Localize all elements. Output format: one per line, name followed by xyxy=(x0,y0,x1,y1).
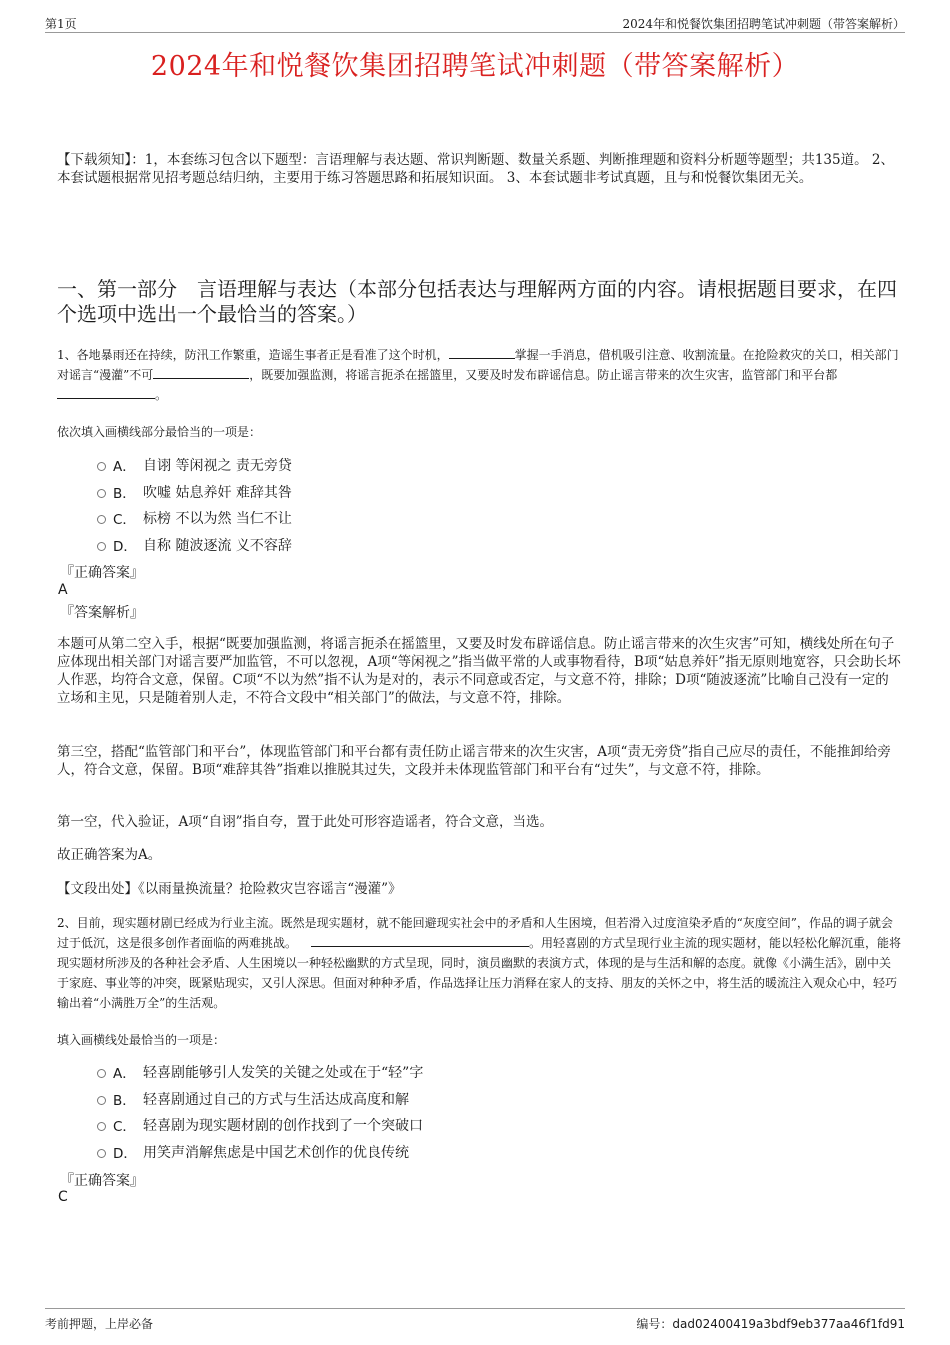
radio-icon[interactable] xyxy=(97,1122,106,1131)
option-c[interactable]: C． 标榜 不以为然 当仁不让 xyxy=(97,505,292,532)
analysis-paragraph-3: 第一空，代入验证，A项“自诩”指自夸，置于此处可形容造谣者，符合文意，当选。 xyxy=(57,814,554,830)
analysis-paragraph-1: 本题可从第二空入手，根据“既要加强监测，将谣言扼杀在摇篮里，又要及时发布辟谣信息。防止谣言带来的次生灾害”可知，横线处所在句子应体现出相关部门对谣言要严加监管，不可以忽视，A项“等闲视之”指当做平常的人或事物看待，B项“姑息养奸”指无原则地宽容，只会助长坏人作恶，均符合文意，保留。C项“不以为然”指不认为是对的，表示不同意或否定，与文意不符，排除；D项“随波逐流”比喻自己没有一定的立场和主见，只是随着别人走，不符合文段中“相关部门”的做法，与文意不符，排除。 xyxy=(57,636,901,706)
page-number: 第1页 xyxy=(45,17,77,31)
answer-label: 『正确答案』 xyxy=(60,565,144,581)
document-code: 编号：dad02400419a3bdf9eb377aa46f1fd91 xyxy=(636,1317,905,1331)
question-1-text xyxy=(57,345,902,405)
option-b[interactable]: B． 轻喜剧通过自己的方式与生活达成高度和解 xyxy=(97,1086,423,1113)
section-heading: 一、第一部分 言语理解与表达（本部分包括表达与理解两方面的内容。请根据题目要求，在四个选项中选出一个最恰当的答案。） xyxy=(57,277,897,326)
blank-2 xyxy=(153,365,249,379)
page-footer xyxy=(45,1308,905,1333)
q1-part-1: 1、各地暴雨还在持续，防汛工作繁重，造谣生事者正是看准了这个时机， xyxy=(57,348,449,362)
q2-part-1: 2、目前，现实题材剧已经成为行业主流。既然是现实题材，就不能回避现实社会中的矛盾和人生困境，但若滑入过度渲染矛盾的“灰度空间”，作品的调子就会过于低沉，这是很多创作者面临的两难挑战。 xyxy=(57,916,893,950)
analysis-paragraph-2: 第三空，搭配“监管部门和平台”，体现监管部门和平台都有责任防止谣言带来的次生灾害，A项“责无旁贷”指自己应尽的责任，不能推卸给旁人，符合文意，保留。B项“难辞其咎”指难以推脱其过失，文段并未体现监管部门和平台有“过失”，与文意不符，排除。 xyxy=(57,744,891,778)
q1-part-3: ，既要加强监测，将谣言扼杀在摇篮里，又要及时发布辟谣信息。防止谣言带来的次生灾害，监管部门和平台都 xyxy=(249,368,838,382)
radio-icon[interactable] xyxy=(97,515,106,524)
option-b[interactable]: B． 吹嘘 姑息养奸 难辞其咎 xyxy=(97,479,292,506)
header-doc-title: 2024年和悦餐饮集团招聘笔试冲刺题（带答案解析） xyxy=(622,17,905,31)
option-c[interactable]: C． 轻喜剧为现实题材剧的创作找到了一个突破口 xyxy=(97,1112,423,1139)
blank-1 xyxy=(311,933,529,947)
question-2-text xyxy=(57,913,902,1013)
q1-part-2: 掌握一手消息，借机吸引注意、收割流量。在抢险救灾的关口，相关部门对谣言“漫灌”不可 xyxy=(57,348,899,382)
blank-1 xyxy=(449,345,515,359)
blank-3 xyxy=(57,385,155,399)
page-title: 2024年和悦餐饮集团招聘笔试冲刺题（带答案解析） xyxy=(150,51,800,82)
answer-value: A xyxy=(58,582,68,598)
radio-icon[interactable] xyxy=(97,462,106,471)
question-2-options xyxy=(97,1059,423,1165)
question-2-prompt: 填入画横线处最恰当的一项是： xyxy=(57,1033,226,1047)
radio-icon[interactable] xyxy=(97,1096,106,1105)
answer-label: 『正确答案』 xyxy=(60,1173,144,1189)
source-citation: 【文段出处】《以雨量换流量？抢险救灾岂容谣言“漫灌”》 xyxy=(57,881,402,897)
option-d[interactable]: D． 用笑声消解焦虑是中国艺术创作的优良传统 xyxy=(97,1139,423,1166)
option-a[interactable]: A． 自诩 等闲视之 责无旁贷 xyxy=(97,452,292,479)
option-a[interactable]: A． 轻喜剧能够引人发笑的关键之处或在于“轻”字 xyxy=(97,1059,423,1086)
radio-icon[interactable] xyxy=(97,1069,106,1078)
download-notice: 【下载须知】：1，本套练习包含以下题型：言语理解与表达题、常识判断题、数量关系题、判断推理题和资料分析题等题型；共135道。 2、本套试题根据常见招考题总结归纳，主要用于练习答题思路和拓展知识面。 3、本套试题非考试真题，且与和悦餐饮集团无关。 xyxy=(57,152,894,186)
radio-icon[interactable] xyxy=(97,1149,106,1158)
answer-value: C xyxy=(58,1189,68,1205)
analysis-label: 『答案解析』 xyxy=(60,605,144,621)
q2-part-2: 。用轻喜剧的方式呈现行业主流的现实题材，能以轻松化解沉重，能将现实题材所涉及的各种社会矛盾、人生困境以一种轻松幽默的方式呈现，同时，演员幽默的表演方式，体现的是与生活和解的态度。就像《小满生活》，剧中关于家庭、事业等的冲突，既紧贴现实，又引人深思。但面对种种矛盾，作品选择让压力消释在家人的支持、朋友的关怀之中，将生活的暖流注入观众心中，轻巧输出着“小满胜万全”的生活观。 xyxy=(57,936,902,1010)
page-header xyxy=(45,14,905,33)
option-d[interactable]: D． 自称 随波逐流 义不容辞 xyxy=(97,532,292,559)
radio-icon[interactable] xyxy=(97,542,106,551)
radio-icon[interactable] xyxy=(97,489,106,498)
question-1-prompt: 依次填入画横线部分最恰当的一项是： xyxy=(57,425,262,439)
q1-part-4: 。 xyxy=(155,388,168,402)
analysis-paragraph-4: 故正确答案为A。 xyxy=(57,847,162,863)
question-1-options xyxy=(97,452,292,558)
footer-slogan: 考前押题，上岸必备 xyxy=(45,1317,154,1331)
